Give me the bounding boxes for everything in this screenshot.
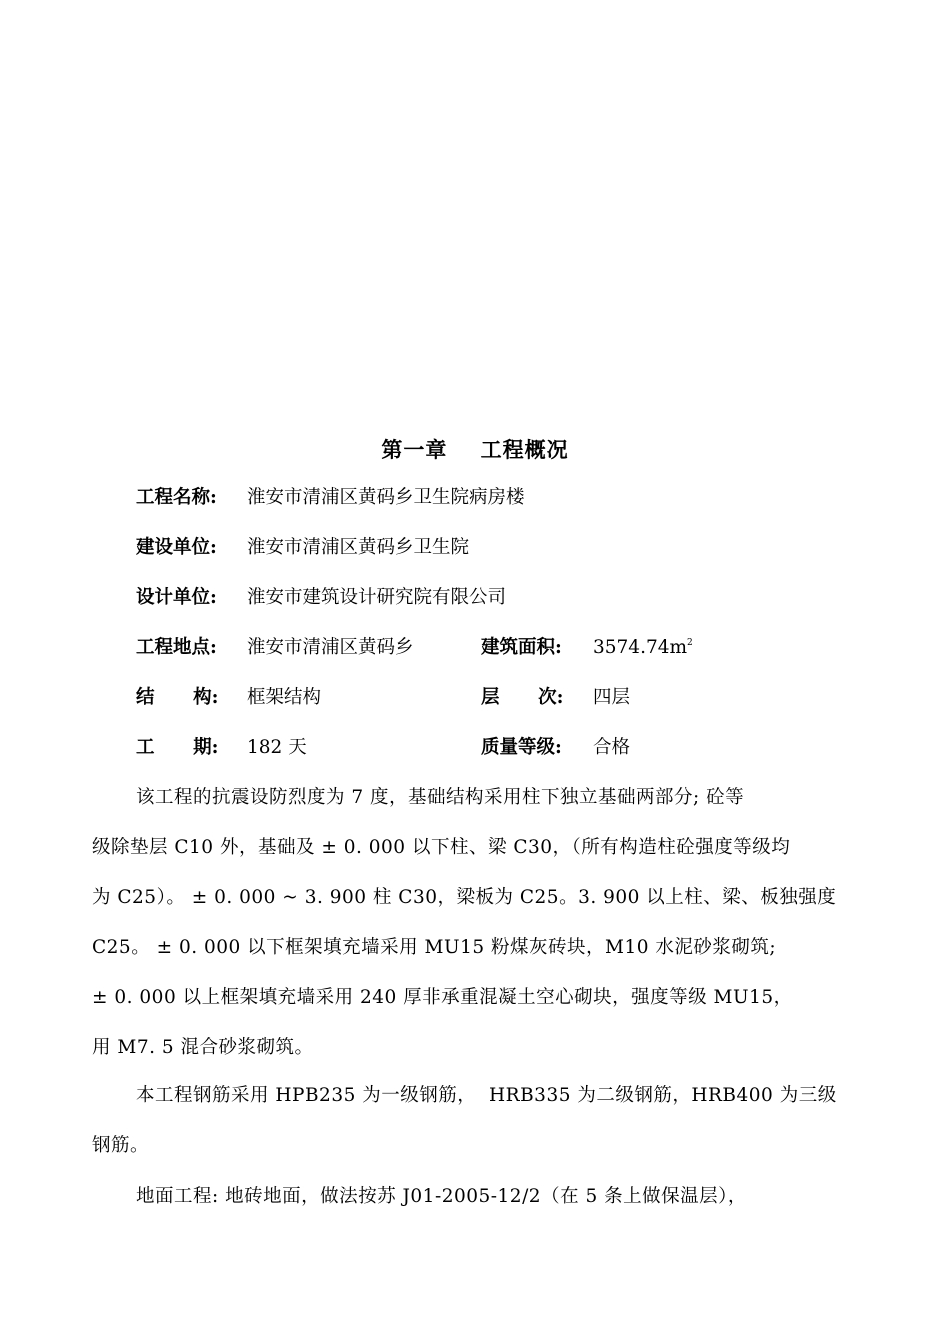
location-label: 工程地点: xyxy=(136,637,217,658)
paragraph-line: 地面工程: 地砖地面，做法按苏 J01-2005-12/2（在 5 条上做保温层）， xyxy=(136,1186,747,1207)
duration-value: 182 天 xyxy=(247,737,307,758)
paragraph-line: 钢筋。 xyxy=(92,1135,150,1156)
area-label: 建筑面积: xyxy=(481,637,562,658)
designer-value: 淮安市建筑设计研究院有限公司 xyxy=(247,587,507,608)
paragraph-line: 该工程的抗震设防烈度为 7 度，基础结构采用柱下独立基础两部分; 砼等 xyxy=(136,787,745,808)
structure-label: 结 构: xyxy=(136,687,219,708)
duration-label: 工 期: xyxy=(136,737,219,758)
paragraph-line: 本工程钢筋采用 HPB235 为一级钢筋， HRB335 为二级钢筋，HRB400 为三级 xyxy=(136,1085,837,1106)
area-number: 3574.74m xyxy=(593,637,688,658)
quality-label: 质量等级: xyxy=(481,737,562,758)
floors-label: 层 次: xyxy=(481,687,564,708)
location-value: 淮安市清浦区黄码乡 xyxy=(247,637,414,658)
project-name-value: 淮安市清浦区黄码乡卫生院病房楼 xyxy=(247,487,525,508)
structure-value: 框架结构 xyxy=(247,687,322,708)
chapter-title: 第一章 工程概况 xyxy=(381,437,569,462)
project-name-label: 工程名称: xyxy=(136,487,217,508)
builder-label: 建设单位: xyxy=(136,537,217,558)
quality-value: 合格 xyxy=(593,737,631,758)
area-value xyxy=(593,634,693,662)
floors-value: 四层 xyxy=(593,687,631,708)
paragraph-line: 为 C25）。 ± 0. 000 ~ 3. 900 柱 C30，梁板为 C25。3. 900 以上柱、梁、板独强度 xyxy=(92,887,837,908)
builder-value: 淮安市清浦区黄码乡卫生院 xyxy=(247,537,470,558)
paragraph-line: C25。 ± 0. 000 以下框架填充墙采用 MU15 粉煤灰砖块，M10 水泥砂浆砌筑; xyxy=(92,937,777,958)
paragraph-line: 用 M7. 5 混合砂浆砌筑。 xyxy=(92,1037,314,1058)
designer-label: 设计单位: xyxy=(136,587,217,608)
area-unit-superscript: 2 xyxy=(687,638,693,648)
paragraph-line: 级除垫层 C10 外，基础及 ± 0. 000 以下柱、梁 C30，（所有构造柱砼强度等级均 xyxy=(92,837,791,858)
paragraph-line: ± 0. 000 以上框架填充墙采用 240 厚非承重混凝土空心砌块，强度等级 MU15， xyxy=(92,987,793,1008)
